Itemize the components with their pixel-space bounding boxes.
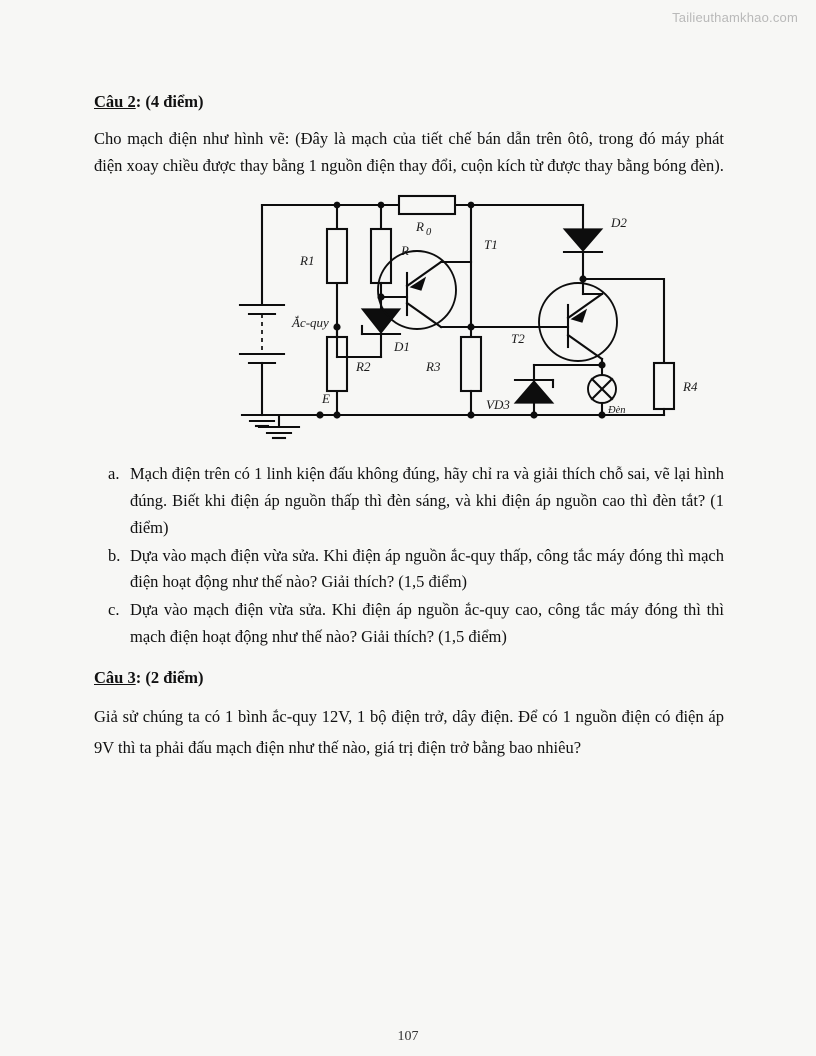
resistor-r2-label: R2 bbox=[356, 359, 371, 375]
junction-bottom-vd3 bbox=[530, 412, 537, 419]
resistor-r0-sublabel: 0 bbox=[426, 227, 432, 239]
junction-bottom-r2 bbox=[333, 412, 340, 419]
diode-d2-triangle bbox=[564, 229, 602, 251]
diode-d1-label: D1 bbox=[394, 339, 410, 355]
diode-vd3-triangle bbox=[515, 381, 553, 403]
resistor-r-label: R bbox=[401, 243, 409, 259]
junction-bottom-lamp bbox=[598, 412, 605, 419]
diode-vd3-label: VD3 bbox=[486, 397, 510, 413]
question-2-heading bbox=[94, 92, 724, 112]
list-item-marker: c. bbox=[108, 600, 120, 620]
ground-label: E bbox=[322, 391, 330, 407]
document-content bbox=[94, 92, 724, 764]
lamp-label: Đèn bbox=[608, 405, 626, 417]
circuit-diagram-figure bbox=[94, 187, 724, 455]
list-item-text: Mạch điện trên có 1 linh kiện đấu không đúng, hãy chỉ ra và giải thích chỗ sai, vẽ lại hình đúng. Biết khi điện áp nguồn thấp thì đèn sáng, và khi điện áp nguồn cao thì đèn tắt? (1 điểm) bbox=[130, 464, 724, 537]
question-2-points: : (4 điểm) bbox=[135, 92, 204, 111]
question-3-label: Câu 3 bbox=[94, 668, 136, 688]
list-item bbox=[94, 543, 724, 596]
wire-ground-stem bbox=[279, 415, 320, 427]
junction-bottom-r3 bbox=[467, 412, 474, 419]
diode-d2-label: D2 bbox=[611, 215, 627, 231]
resistor-r1-body bbox=[327, 229, 347, 283]
list-item-text: Dựa vào mạch điện vừa sửa. Khi điện áp nguồn ắc-quy thấp, công tắc máy đóng thì mạch điện hoạt động như thế nào? Giải thích? (1,5 điểm) bbox=[130, 545, 724, 592]
resistor-r4-label: R4 bbox=[683, 379, 698, 395]
resistor-r1-label: R1 bbox=[300, 253, 315, 269]
question-3-points: : (2 điểm) bbox=[135, 668, 204, 688]
question-2-label: Câu 2 bbox=[94, 92, 136, 111]
resistor-r0-label: R bbox=[416, 219, 424, 235]
resistor-r0-body bbox=[399, 196, 455, 214]
question-2-intro: Cho mạch điện như hình vẽ: (Đây là mạch của tiết chế bán dẫn trên ôtô, trong đó máy phát điện xoay chiều được thay bằng 1 nguồn điện thay đổi, cuộn kích từ được thay bằng bóng đèn). bbox=[94, 129, 724, 175]
page-number: 107 bbox=[397, 1029, 419, 1044]
transistor-t2-collector-lead bbox=[568, 335, 602, 359]
resistor-r4-body bbox=[654, 363, 674, 409]
list-item bbox=[94, 461, 724, 541]
list-item-marker: b. bbox=[108, 545, 121, 565]
resistor-r3-body bbox=[461, 337, 481, 391]
transistor-t1-label: T1 bbox=[484, 237, 498, 253]
transistor-t2-label: T2 bbox=[511, 331, 525, 347]
transistor-t1-emitter-arrow bbox=[411, 278, 425, 290]
site-watermark: Tailieuthamkhao.com bbox=[672, 10, 798, 25]
question-2-subitems bbox=[94, 461, 724, 650]
battery-label: Ắc-quy bbox=[292, 315, 329, 331]
resistor-r3-label: R3 bbox=[426, 359, 441, 375]
list-item-text: Dựa vào mạch điện vừa sửa. Khi điện áp nguồn ắc-quy cao, công tắc máy đóng thì thì mạch điện hoạt động như thế nào? Giải thích? (1,5 điểm) bbox=[130, 600, 724, 646]
question-3-text: Giả sử chúng ta có 1 bình ắc-quy 12V, 1 bộ điện trở, dây điện. Để có 1 nguồn điện có điện áp 9V thì ta phải đấu mạch điện như thế nào, giá trị điện trở bằng bao nhiêu? bbox=[94, 707, 724, 757]
wire-r4-top bbox=[583, 279, 664, 363]
list-item bbox=[94, 597, 724, 650]
transistor-t1-collector-lead bbox=[407, 303, 441, 327]
question-3-heading bbox=[94, 668, 724, 688]
transistor-t2-emitter-arrow bbox=[572, 310, 586, 322]
transistor-t2-envelope bbox=[539, 283, 617, 361]
list-item-marker: a. bbox=[108, 464, 120, 484]
